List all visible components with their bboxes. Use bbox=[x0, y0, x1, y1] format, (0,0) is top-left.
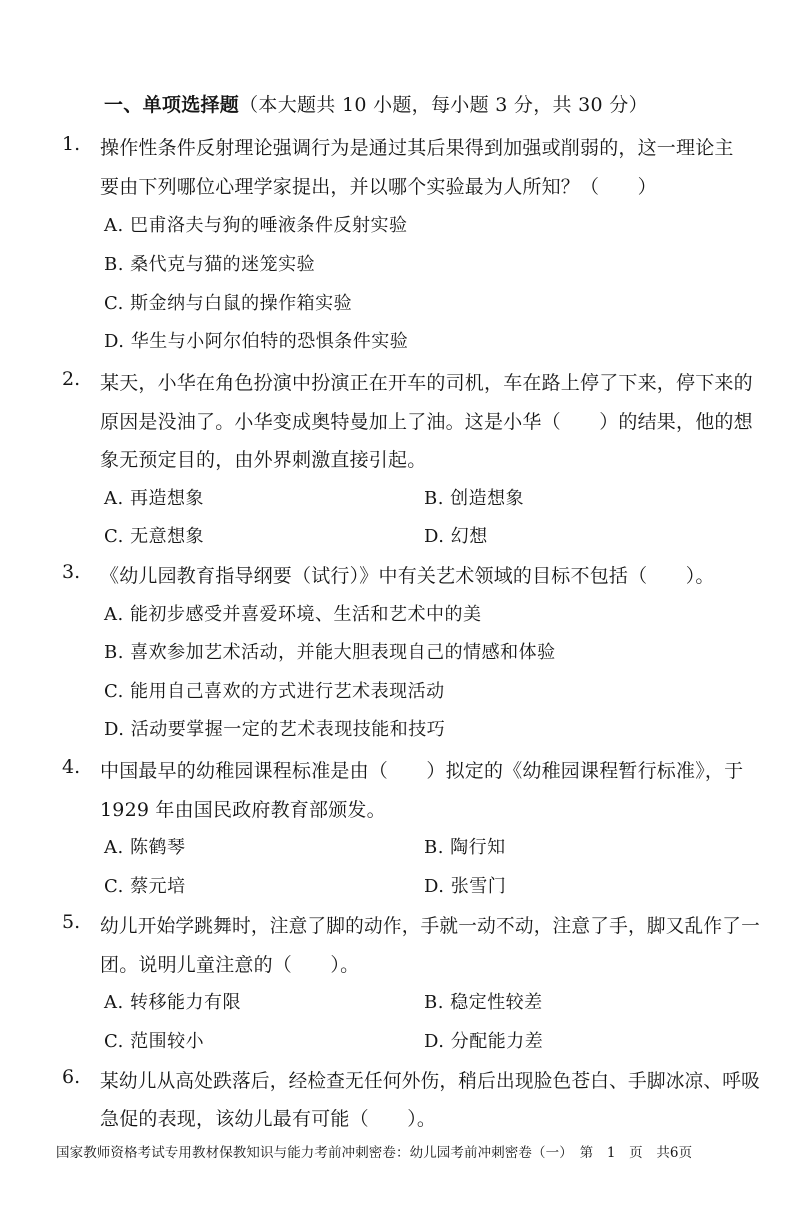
question-2-option-a: A. 再造想象 bbox=[104, 488, 204, 509]
question-4-option-a: A. 陈鹤琴 bbox=[104, 837, 186, 858]
question-2-option-b: B. 创造想象 bbox=[424, 488, 525, 509]
question-4-line-2: 1929 年由国民政府教育部颁发。 bbox=[100, 799, 386, 821]
question-3-line-1: 《幼儿园教育指导纲要（试行）》中有关艺术领域的目标不包括（ ）。 bbox=[100, 565, 715, 587]
question-2-line-3: 象无预定目的，由外界刺激直接引起。 bbox=[100, 449, 427, 471]
section-note: （本大题共 10 小题，每小题 3 分，共 30 分） bbox=[239, 94, 648, 116]
section-heading: 一、单项选择题 bbox=[104, 94, 240, 116]
question-5-option-a: A. 转移能力有限 bbox=[104, 992, 241, 1013]
question-3-option-d: D. 活动要掌握一定的艺术表现技能和技巧 bbox=[104, 719, 446, 740]
page-footer: 国家教师资格考试专用教材保教知识与能力考前冲刺密卷：幼儿园考前冲刺密卷（一） 第 1 页 共6页 bbox=[56, 1145, 693, 1161]
question-6-line-2: 急促的表现，该幼儿最有可能（ ）。 bbox=[100, 1108, 437, 1130]
question-5-option-b: B. 稳定性较差 bbox=[424, 992, 543, 1013]
question-1-line-1: 操作性条件反射理论强调行为是通过其后果得到加强或削弱的，这一理论主 bbox=[100, 137, 734, 159]
question-3-option-b: B. 喜欢参加艺术活动，并能大胆表现自己的情感和体验 bbox=[104, 642, 556, 663]
question-5-number: 5. bbox=[62, 911, 81, 933]
question-1-number: 1. bbox=[62, 133, 81, 155]
question-3-option-c: C. 能用自己喜欢的方式进行艺术表现活动 bbox=[104, 681, 445, 702]
question-4-option-d: D. 张雪门 bbox=[424, 876, 507, 897]
question-6-number: 6. bbox=[62, 1066, 81, 1088]
question-5-option-c: C. 范围较小 bbox=[104, 1031, 205, 1052]
question-2-option-d: D. 幻想 bbox=[424, 526, 488, 547]
question-3-option-a: A. 能初步感受并喜爱环境、生活和艺术中的美 bbox=[104, 604, 482, 625]
question-2-number: 2. bbox=[62, 368, 81, 390]
section-title bbox=[104, 90, 648, 117]
question-1-option-a: A. 巴甫洛夫与狗的唾液条件反射实验 bbox=[104, 215, 408, 236]
question-1-option-c: C. 斯金纳与白鼠的操作箱实验 bbox=[104, 293, 353, 314]
question-5-line-1: 幼儿开始学跳舞时，注意了脚的动作，手就一动不动，注意了手，脚又乱作了一 bbox=[100, 915, 760, 937]
question-5-line-2: 团。说明儿童注意的（ ）。 bbox=[100, 954, 360, 976]
question-4-option-c: C. 蔡元培 bbox=[104, 876, 186, 897]
question-2-option-c: C. 无意想象 bbox=[104, 526, 205, 547]
question-5-option-d: D. 分配能力差 bbox=[424, 1031, 544, 1052]
question-4-line-1: 中国最早的幼稚园课程标准是由（ ）拟定的《幼稚园课程暂行标准》，于 bbox=[100, 760, 744, 782]
question-1-line-2: 要由下列哪位心理学家提出，并以哪个实验最为人所知？（ ） bbox=[100, 176, 657, 198]
question-4-number: 4. bbox=[62, 756, 81, 778]
question-4-option-b: B. 陶行知 bbox=[424, 837, 506, 858]
question-2-line-1: 某天，小华在角色扮演中扮演正在开车的司机，车在路上停了下来，停下来的 bbox=[100, 372, 753, 394]
question-6-line-1: 某幼儿从高处跌落后，经检查无任何外伤，稍后出现脸色苍白、手脚冰凉、呼吸 bbox=[100, 1070, 760, 1092]
question-1-option-d: D. 华生与小阿尔伯特的恐惧条件实验 bbox=[104, 331, 409, 352]
question-2-line-2: 原因是没油了。小华变成奥特曼加上了油。这是小华（ ）的结果，他的想 bbox=[100, 411, 753, 433]
question-1-option-b: B. 桑代克与猫的迷笼实验 bbox=[104, 254, 316, 275]
question-3-number: 3. bbox=[62, 561, 81, 583]
